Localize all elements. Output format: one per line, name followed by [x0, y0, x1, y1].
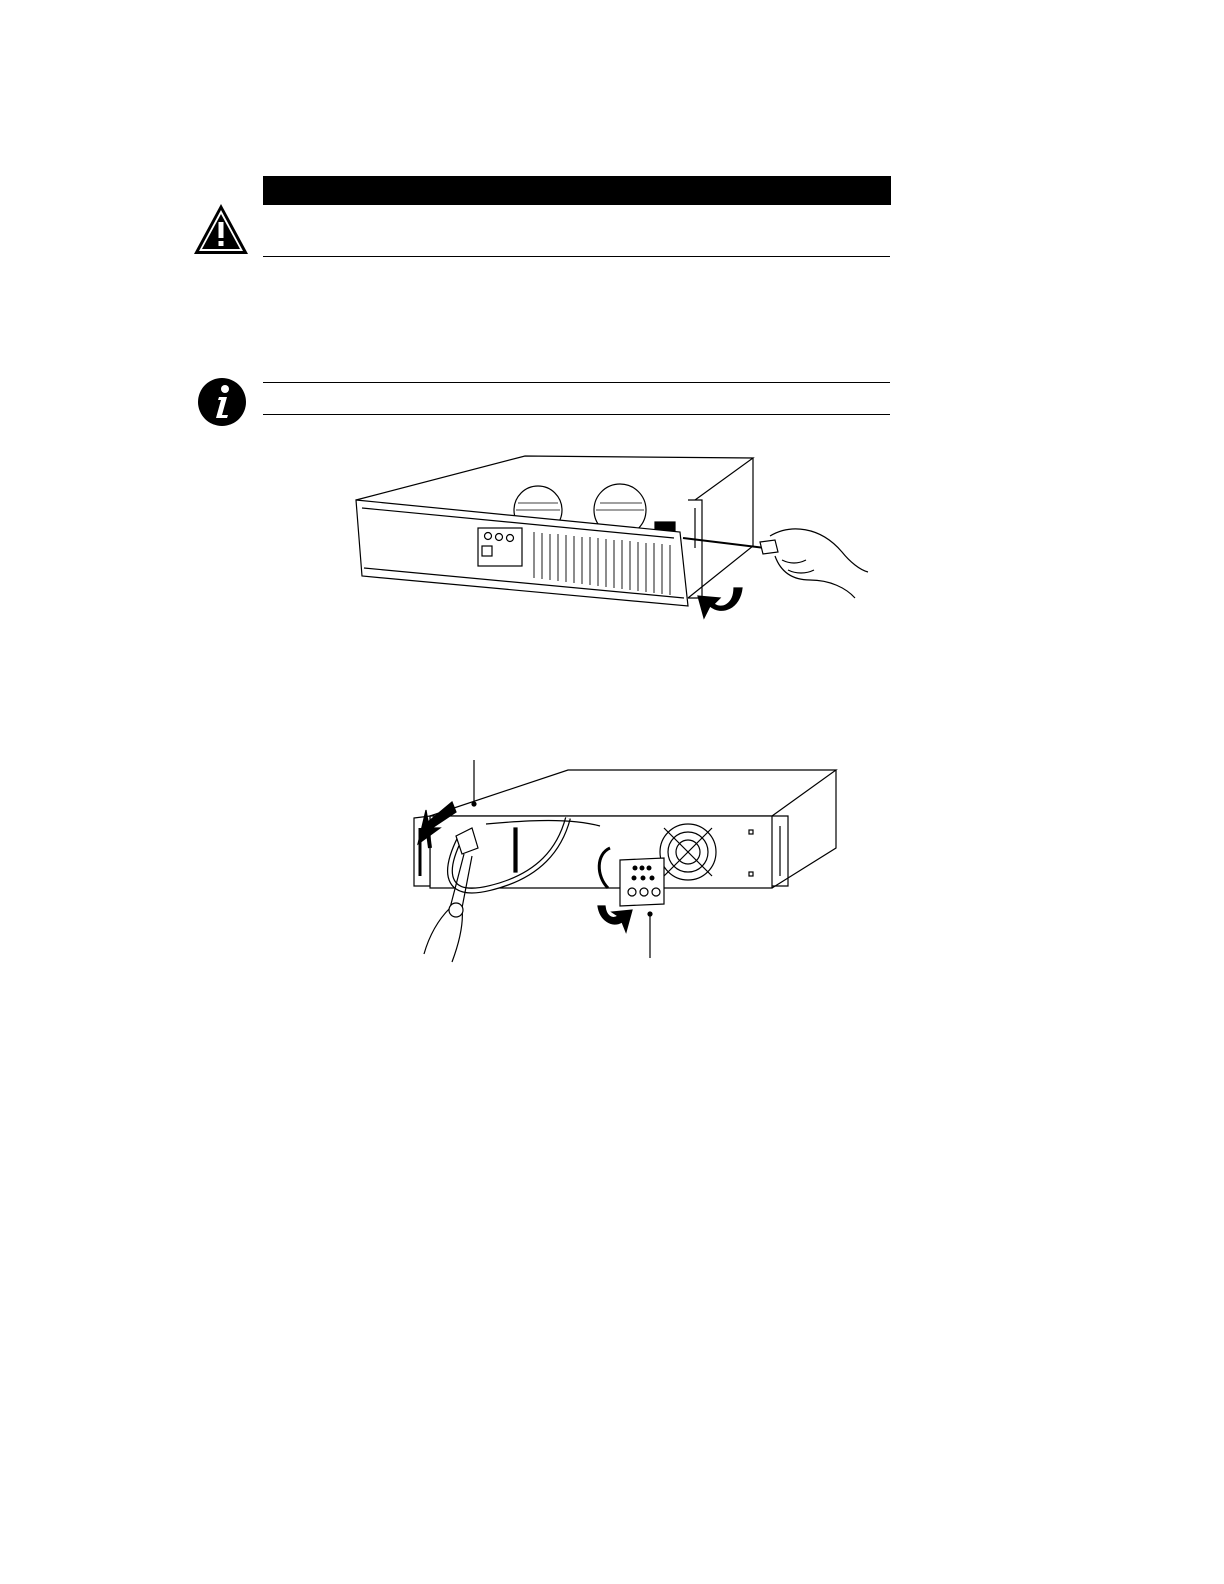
- note-top-rule: [263, 382, 890, 383]
- note-bottom-rule: [263, 414, 890, 415]
- caution-bottom-rule: [263, 256, 890, 257]
- front-cover-removal-illustration: [350, 448, 880, 628]
- battery-cable-disconnect-illustration: [400, 758, 840, 968]
- warning-triangle-icon: [192, 202, 250, 256]
- caution-heading-bar: [263, 176, 891, 205]
- info-icon: [197, 377, 247, 427]
